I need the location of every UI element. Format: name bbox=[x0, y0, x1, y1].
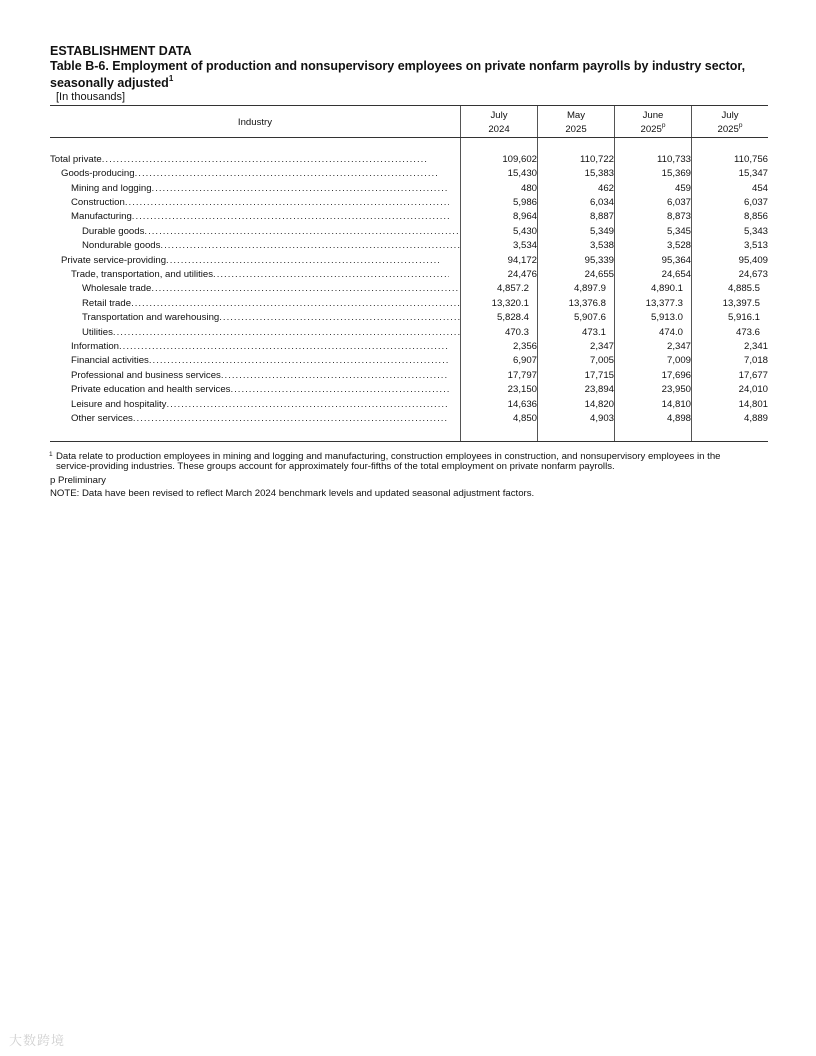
column-header-may-2025: May 2025 bbox=[538, 106, 615, 138]
industry-label: Financial activities bbox=[71, 355, 149, 367]
value-cell: 6,037 bbox=[692, 196, 769, 210]
leader-dots bbox=[219, 311, 460, 325]
value-cell: 23,150 bbox=[461, 383, 538, 397]
column-header-industry: Industry bbox=[50, 106, 461, 138]
value-cell: 5,907.6 bbox=[538, 311, 615, 325]
column-header-jul-2024: July 2024 bbox=[461, 106, 538, 138]
table-row bbox=[50, 196, 768, 210]
value-cell: 17,797 bbox=[461, 369, 538, 383]
value-cell: 2,347 bbox=[538, 340, 615, 354]
column-header-jun-2025: June 2025$^p$ bbox=[615, 106, 692, 138]
value-cell: 5,916.1 bbox=[692, 311, 769, 325]
value-cell: 23,894 bbox=[538, 383, 615, 397]
table-title: Table B-6. Employment of production and nonsupervisory employees on private nonfarm payrolls by industry sector, seasonally adjusted$^1$ bbox=[50, 59, 746, 91]
table-row bbox=[50, 153, 768, 167]
industry-cell bbox=[50, 340, 461, 354]
table-row bbox=[50, 182, 768, 196]
value-cell: 4,885.5 bbox=[692, 282, 769, 296]
leader-dots bbox=[132, 210, 449, 224]
value-cell: 8,873 bbox=[615, 210, 692, 224]
leader-dots bbox=[166, 398, 449, 412]
watermark-logo: 大数跨境 bbox=[9, 1034, 66, 1049]
value-cell: 470.3 bbox=[461, 326, 538, 340]
industry-cell bbox=[50, 239, 461, 253]
industry-label: Private service-providing bbox=[61, 254, 167, 266]
value-cell: 5,349 bbox=[538, 225, 615, 239]
value-cell: 4,903 bbox=[538, 412, 615, 426]
industry-label: Total private bbox=[50, 153, 102, 165]
industry-label: Retail trade bbox=[82, 297, 132, 309]
section-heading: ESTABLISHMENT DATA bbox=[50, 44, 192, 58]
value-cell: 8,887 bbox=[538, 210, 615, 224]
industry-cell bbox=[50, 282, 461, 296]
table-row bbox=[50, 167, 768, 181]
industry-cell bbox=[50, 268, 461, 282]
value-cell: 3,513 bbox=[692, 239, 769, 253]
value-cell: 110,733 bbox=[615, 153, 692, 167]
value-cell: 7,005 bbox=[538, 354, 615, 368]
value-cell: 459 bbox=[615, 182, 692, 196]
value-cell: 13,320.1 bbox=[461, 297, 538, 311]
value-cell: 5,913.0 bbox=[615, 311, 692, 325]
industry-label: Private education and health services bbox=[71, 384, 231, 396]
industry-cell bbox=[50, 398, 461, 412]
value-cell: 95,339 bbox=[538, 254, 615, 268]
value-cell: 17,696 bbox=[615, 369, 692, 383]
industry-label: Manufacturing bbox=[71, 211, 132, 223]
value-cell: 3,528 bbox=[615, 239, 692, 253]
table-row bbox=[50, 239, 768, 253]
table-row bbox=[50, 311, 768, 325]
value-cell: 4,897.9 bbox=[538, 282, 615, 296]
leader-dots bbox=[152, 182, 449, 196]
industry-label: Construction bbox=[71, 196, 125, 208]
value-cell: 3,534 bbox=[461, 239, 538, 253]
value-cell: 14,801 bbox=[692, 398, 769, 412]
table-row bbox=[50, 210, 768, 224]
units-note: [In thousands] bbox=[56, 91, 126, 104]
value-cell: 7,009 bbox=[615, 354, 692, 368]
value-cell: 24,010 bbox=[692, 383, 769, 397]
value-cell: 14,820 bbox=[538, 398, 615, 412]
value-cell: 17,677 bbox=[692, 369, 769, 383]
value-cell: 15,430 bbox=[461, 167, 538, 181]
leader-dots bbox=[213, 268, 449, 282]
industry-cell bbox=[50, 297, 461, 311]
leader-dots bbox=[133, 412, 449, 426]
industry-label: Other services bbox=[71, 413, 133, 425]
value-cell: 474.0 bbox=[615, 326, 692, 340]
footnotes bbox=[50, 452, 740, 500]
table-row bbox=[50, 383, 768, 397]
industry-cell bbox=[50, 167, 461, 181]
document-page bbox=[50, 44, 768, 500]
value-cell: 95,409 bbox=[692, 254, 769, 268]
table-spacer-row bbox=[50, 138, 768, 153]
industry-label: Goods-producing bbox=[61, 168, 135, 180]
table-row bbox=[50, 354, 768, 368]
industry-label: Leisure and hospitality bbox=[71, 398, 167, 410]
value-cell: 4,850 bbox=[461, 412, 538, 426]
value-cell: 13,397.5 bbox=[692, 297, 769, 311]
industry-cell bbox=[50, 254, 461, 268]
value-cell: 6,907 bbox=[461, 354, 538, 368]
value-cell: 24,673 bbox=[692, 268, 769, 282]
industry-label: Utilities bbox=[82, 326, 113, 338]
value-cell: 24,654 bbox=[615, 268, 692, 282]
table-end-row bbox=[50, 426, 768, 441]
leader-dots bbox=[166, 254, 439, 268]
value-cell: 13,377.3 bbox=[615, 297, 692, 311]
leader-dots bbox=[119, 340, 449, 354]
leader-dots bbox=[102, 153, 428, 167]
industry-cell bbox=[50, 326, 461, 340]
value-cell: 480 bbox=[461, 182, 538, 196]
industry-cell bbox=[50, 153, 461, 167]
leader-dots bbox=[149, 354, 449, 368]
value-cell: 4,898 bbox=[615, 412, 692, 426]
industry-label: Trade, transportation, and utilities bbox=[71, 268, 214, 280]
value-cell: 3,538 bbox=[538, 239, 615, 253]
value-cell: 473.6 bbox=[692, 326, 769, 340]
column-header-jul-2025: July 2025$^p$ bbox=[692, 106, 769, 138]
table-row bbox=[50, 369, 768, 383]
table-row bbox=[50, 398, 768, 412]
industry-cell bbox=[50, 311, 461, 325]
value-cell: 5,345 bbox=[615, 225, 692, 239]
industry-cell bbox=[50, 383, 461, 397]
employment-table bbox=[50, 105, 768, 442]
value-cell: 473.1 bbox=[538, 326, 615, 340]
footnote-1-marker: 1 bbox=[49, 450, 53, 458]
value-cell: 15,383 bbox=[538, 167, 615, 181]
industry-cell bbox=[50, 182, 461, 196]
value-cell: 4,889 bbox=[692, 412, 769, 426]
value-cell: 14,810 bbox=[615, 398, 692, 412]
value-cell: 24,655 bbox=[538, 268, 615, 282]
table-row bbox=[50, 268, 768, 282]
value-cell: 5,430 bbox=[461, 225, 538, 239]
table-note: NOTE: Data have been revised to reflect March 2024 benchmark levels and updated seasonal adjustment factors. bbox=[50, 488, 535, 500]
value-cell: 2,347 bbox=[615, 340, 692, 354]
table-row bbox=[50, 340, 768, 354]
value-cell: 15,347 bbox=[692, 167, 769, 181]
value-cell: 2,356 bbox=[461, 340, 538, 354]
table-row bbox=[50, 297, 768, 311]
table-row bbox=[50, 282, 768, 296]
industry-cell bbox=[50, 196, 461, 210]
table-row bbox=[50, 254, 768, 268]
value-cell: 109,602 bbox=[461, 153, 538, 167]
leader-dots bbox=[221, 369, 449, 383]
industry-cell bbox=[50, 210, 461, 224]
industry-cell bbox=[50, 412, 461, 426]
value-cell: 110,722 bbox=[538, 153, 615, 167]
leader-dots bbox=[160, 239, 460, 253]
industry-label: Wholesale trade bbox=[82, 283, 152, 295]
industry-label: Mining and logging bbox=[71, 182, 152, 194]
value-cell: 17,715 bbox=[538, 369, 615, 383]
leader-dots bbox=[144, 225, 460, 239]
industry-cell bbox=[50, 225, 461, 239]
value-cell: 5,828.4 bbox=[461, 311, 538, 325]
value-cell: 5,343 bbox=[692, 225, 769, 239]
value-cell: 15,369 bbox=[615, 167, 692, 181]
table-row bbox=[50, 326, 768, 340]
industry-label: Professional and business services bbox=[71, 369, 221, 381]
value-cell: 2,341 bbox=[692, 340, 769, 354]
leader-dots bbox=[131, 297, 460, 311]
industry-label: Durable goods bbox=[82, 225, 145, 237]
industry-cell bbox=[50, 369, 461, 383]
leader-dots bbox=[113, 326, 460, 340]
value-cell: 4,857.2 bbox=[461, 282, 538, 296]
table-row bbox=[50, 225, 768, 239]
value-cell: 110,756 bbox=[692, 153, 769, 167]
value-cell: 6,034 bbox=[538, 196, 615, 210]
value-cell: 7,018 bbox=[692, 354, 769, 368]
value-cell: 6,037 bbox=[615, 196, 692, 210]
value-cell: 462 bbox=[538, 182, 615, 196]
table-row bbox=[50, 412, 768, 426]
value-cell: 454 bbox=[692, 182, 769, 196]
leader-dots bbox=[151, 282, 460, 296]
value-cell: 94,172 bbox=[461, 254, 538, 268]
footnote-1: 1 Data relate to production employees in mining and logging and manufacturing, construction employees in construction, and nonsupervisory employees in the service-providing industries. These groups account for approximately four-fifths of the total employment on private nonfarm payrolls. bbox=[49, 450, 721, 473]
industry-label: Nondurable goods bbox=[82, 240, 161, 252]
footnote-preliminary: p Preliminary bbox=[50, 474, 106, 486]
leader-dots bbox=[125, 196, 449, 210]
value-cell: 14,636 bbox=[461, 398, 538, 412]
industry-cell bbox=[50, 354, 461, 368]
value-cell: 8,964 bbox=[461, 210, 538, 224]
leader-dots bbox=[135, 167, 439, 181]
value-cell: 95,364 bbox=[615, 254, 692, 268]
table-header-row bbox=[50, 106, 768, 138]
value-cell: 5,986 bbox=[461, 196, 538, 210]
industry-label: Transportation and warehousing bbox=[82, 312, 220, 324]
value-cell: 23,950 bbox=[615, 383, 692, 397]
value-cell: 24,476 bbox=[461, 268, 538, 282]
title-footnote-marker: 1 bbox=[168, 74, 174, 83]
industry-label: Information bbox=[71, 341, 119, 353]
value-cell: 13,376.8 bbox=[538, 297, 615, 311]
leader-dots bbox=[230, 383, 449, 397]
value-cell: 4,890.1 bbox=[615, 282, 692, 296]
value-cell: 8,856 bbox=[692, 210, 769, 224]
